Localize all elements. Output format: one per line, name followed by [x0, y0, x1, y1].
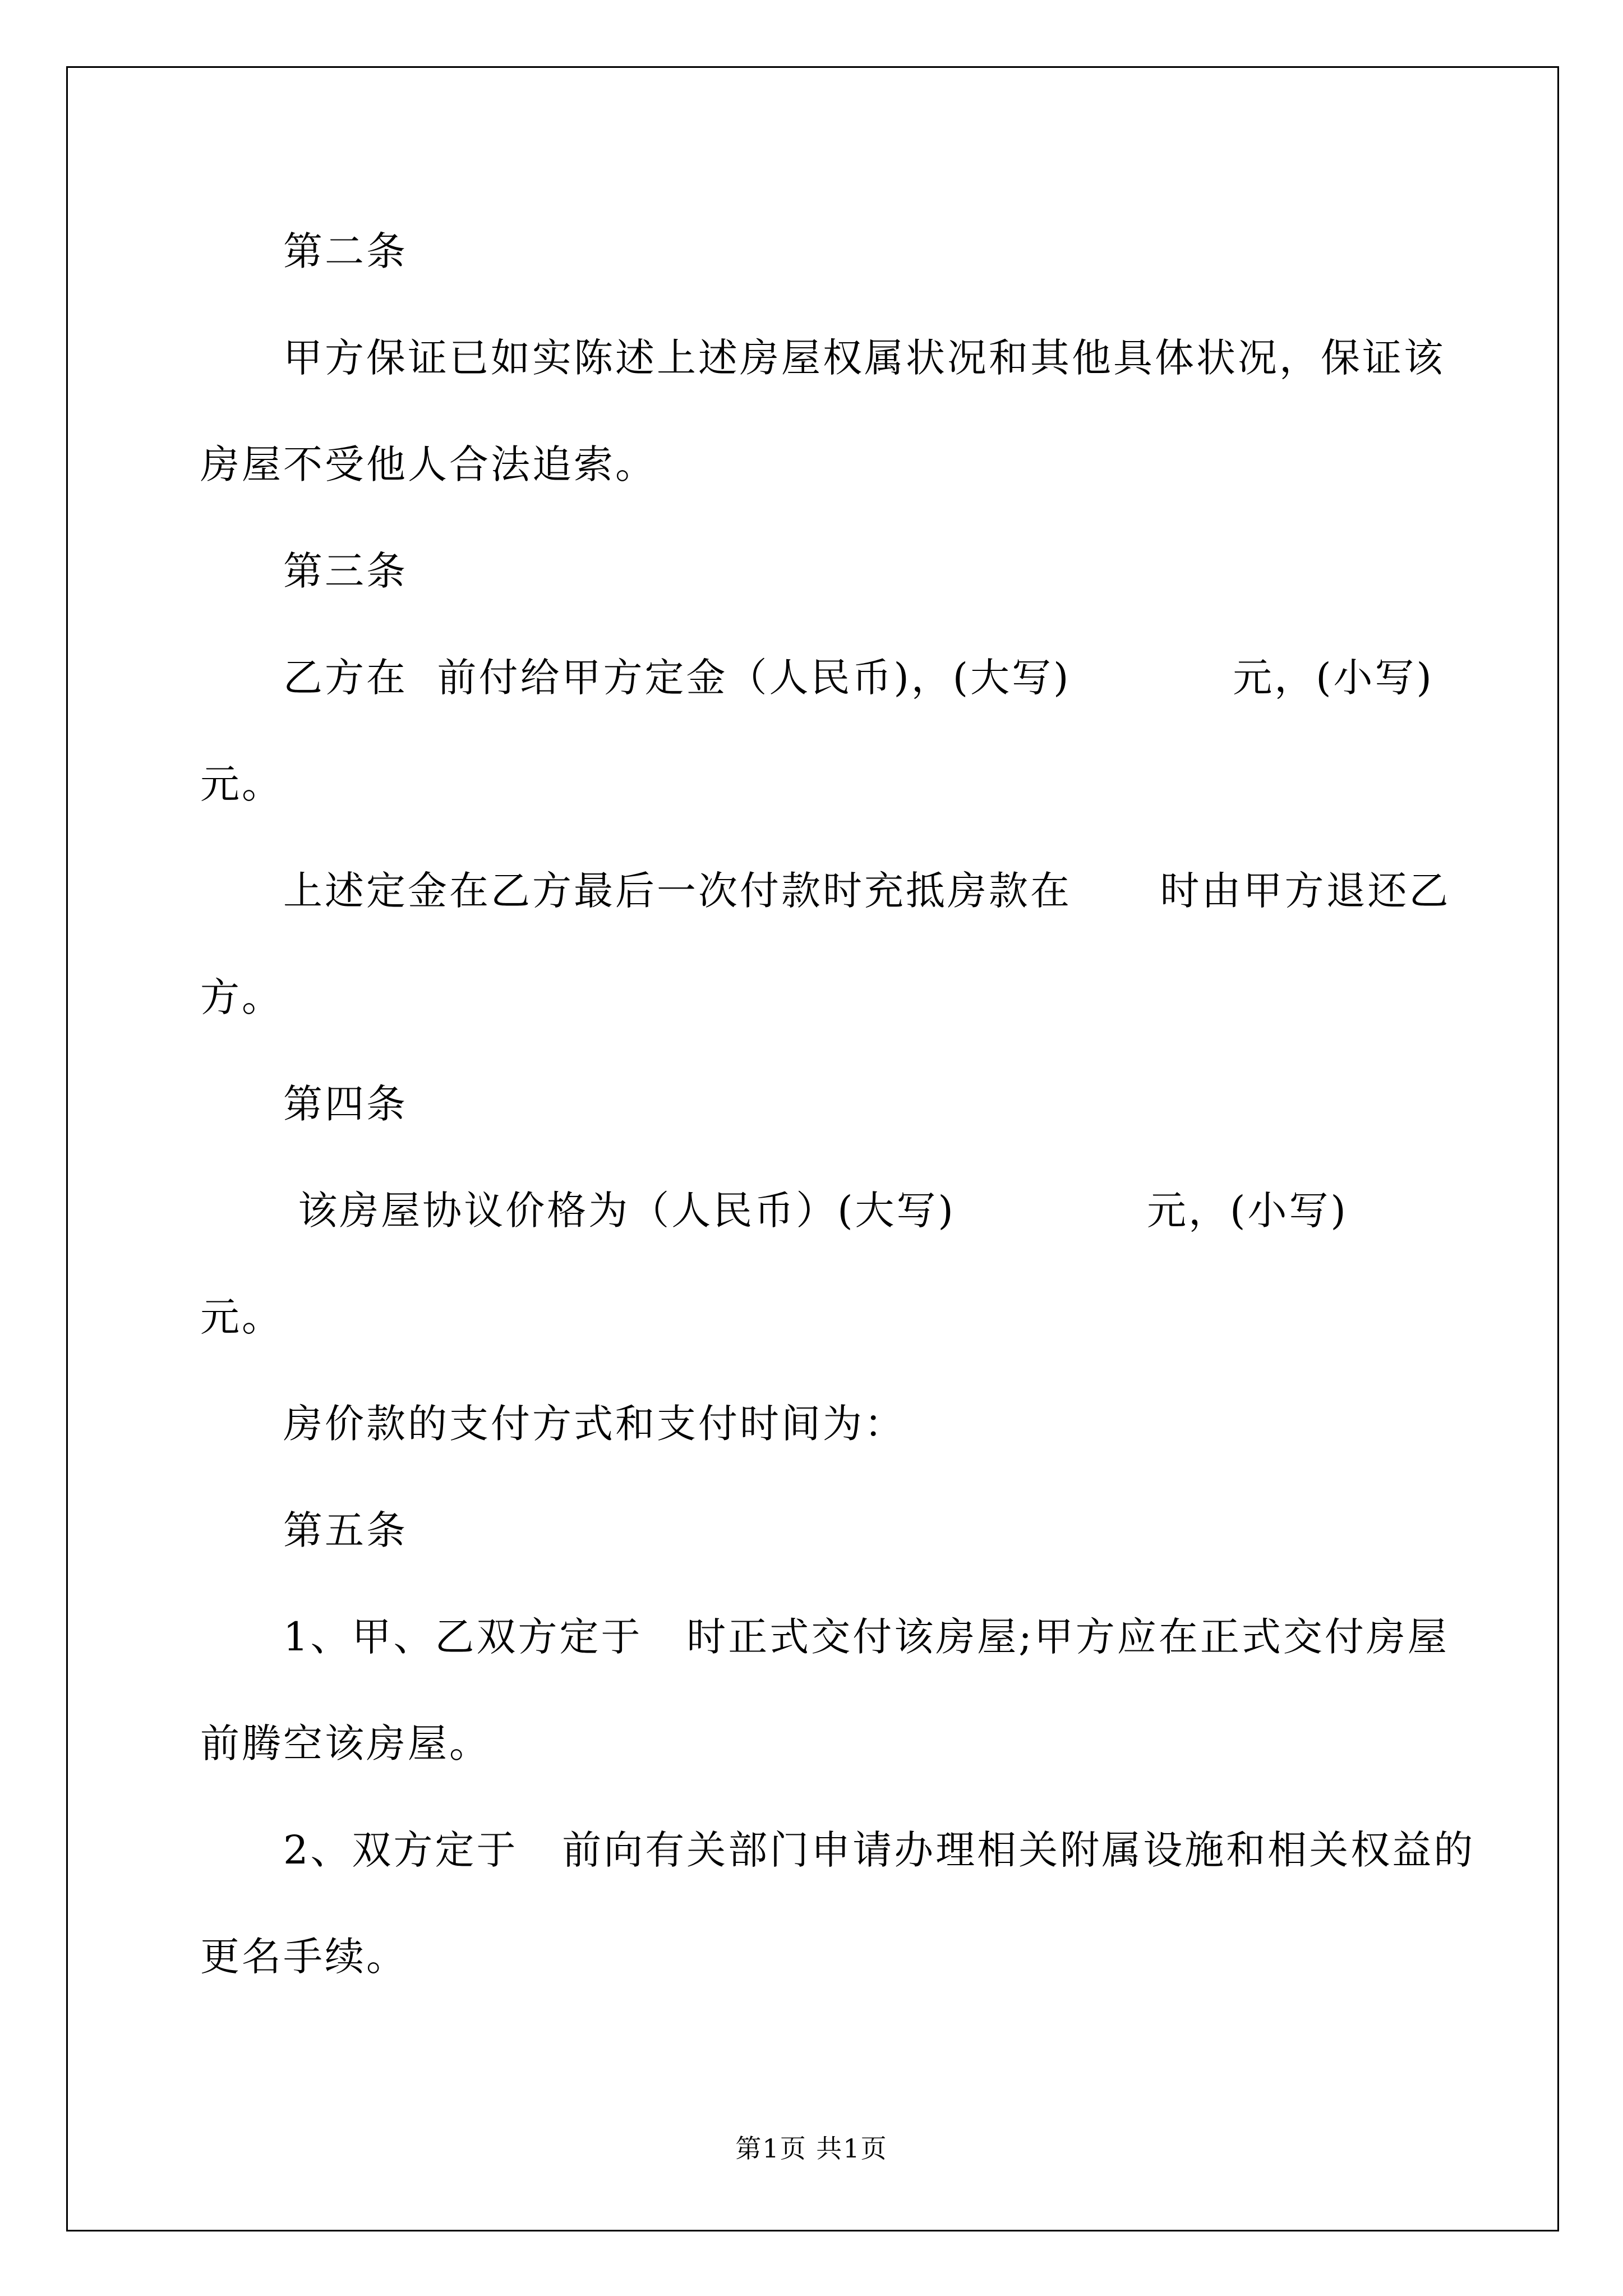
paragraph-line: 该房屋协议价格为（人民币）(大写) 元，(小写) — [283, 1188, 1348, 1234]
article-3-heading: 第三条 — [283, 548, 408, 594]
paragraph-line: 元。 — [200, 761, 283, 807]
paragraph-line: 甲方保证已如实陈述上述房屋权属状况和其他具体状况，保证该 — [283, 335, 1445, 381]
paragraph-line: 元。 — [200, 1294, 283, 1340]
paragraph-line: 房价款的支付方式和支付时间为： — [283, 1401, 906, 1447]
page-border — [66, 66, 1559, 2231]
paragraph-line: 上述定金在乙方最后一次付款时充抵房款在 时由甲方退还乙 — [283, 868, 1451, 914]
article-5-heading: 第五条 — [283, 1507, 408, 1553]
article-2-heading: 第二条 — [283, 228, 408, 274]
paragraph-line: 2、双方定于 前向有关部门申请办理相关附属设施和相关权益的 — [283, 1827, 1476, 1873]
paragraph-line: 乙方在 前付给甲方定金（人民币)，(大写) 元，(小写) — [283, 655, 1434, 701]
paragraph-line: 房屋不受他人合法追索。 — [200, 441, 657, 487]
page-number-footer: 第1页 共1页 — [735, 2133, 888, 2164]
paragraph-line: 方。 — [200, 974, 283, 1020]
paragraph-line: 更名手续。 — [200, 1934, 408, 1980]
article-4-heading: 第四条 — [283, 1081, 408, 1127]
paragraph-line: 前腾空该房屋。 — [200, 1720, 491, 1766]
paragraph-line: 1、甲、乙双方定于 时正式交付该房屋;甲方应在正式交付房屋 — [283, 1614, 1449, 1660]
